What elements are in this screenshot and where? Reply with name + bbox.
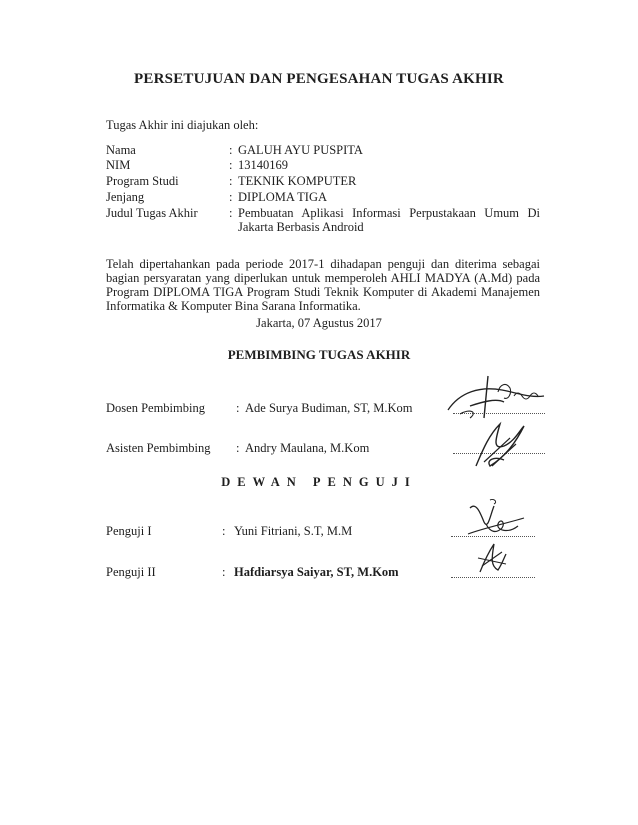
colon: :: [229, 206, 233, 220]
field-label-jenjang: Jenjang: [106, 190, 145, 204]
approval-paragraph: Telah dipertahankan pada periode 2017-1 dihadapan penguji dan diterima sebagai bagian persyaratan yang diperlukan untuk memperoleh AHLI MADYA (A.Md) pada Program DIPLOMA TIGA Program Studi Teknik Komputer di Akademi Manajemen Informatika & Komputer Bina Sarana Informatika.: [106, 257, 540, 313]
field-value-judul-line1: Pembuatan Aplikasi Informasi Perpustakaan Umum Di: [238, 206, 540, 220]
colon: :: [222, 524, 226, 538]
signature-penguji-1: [460, 494, 530, 544]
field-label-program-studi: Program Studi: [106, 174, 179, 188]
signature-penguji-2: [472, 540, 512, 580]
dosen-pembimbing-label: Dosen Pembimbing: [106, 401, 205, 415]
colon: :: [222, 565, 226, 579]
colon: :: [229, 190, 233, 204]
colon: :: [236, 441, 240, 455]
colon: :: [236, 401, 240, 415]
approval-date: Jakarta, 07 Agustus 2017: [256, 316, 382, 330]
colon: :: [229, 143, 233, 157]
colon: :: [229, 158, 233, 172]
field-value-nim: 13140169: [238, 158, 288, 172]
penguji-2-label: Penguji II: [106, 565, 156, 579]
field-label-judul: Judul Tugas Akhir: [106, 206, 198, 220]
field-label-nim: NIM: [106, 158, 131, 172]
asisten-pembimbing-name: Andry Maulana, M.Kom: [245, 441, 370, 455]
asisten-pembimbing-label: Asisten Pembimbing: [106, 441, 211, 455]
document-title: PERSETUJUAN DAN PENGESAHAN TUGAS AKHIR: [134, 71, 504, 87]
colon: :: [229, 174, 233, 188]
penguji-2-name: Hafdiarsya Saiyar, ST, M.Kom: [234, 565, 399, 579]
dosen-pembimbing-name: Ade Surya Budiman, ST, M.Kom: [245, 401, 413, 415]
field-value-jenjang: DIPLOMA TIGA: [238, 190, 328, 204]
intro-text: Tugas Akhir ini diajukan oleh:: [106, 118, 259, 132]
pembimbing-heading: PEMBIMBING TUGAS AKHIR: [227, 347, 411, 362]
dewan-penguji-heading: DEWAN PENGUJI: [221, 475, 417, 489]
penguji-1-label: Penguji I: [106, 524, 152, 538]
field-label-nama: Nama: [106, 143, 136, 157]
penguji-1-name: Yuni Fitriani, S.T, M.M: [234, 524, 353, 538]
field-value-judul-line2: Jakarta Berbasis Android: [238, 220, 364, 234]
field-value-nama: GALUH AYU PUSPITA: [238, 143, 363, 157]
field-value-program-studi: TEKNIK KOMPUTER: [238, 174, 357, 188]
signature-asisten-pembimbing: [470, 416, 530, 472]
